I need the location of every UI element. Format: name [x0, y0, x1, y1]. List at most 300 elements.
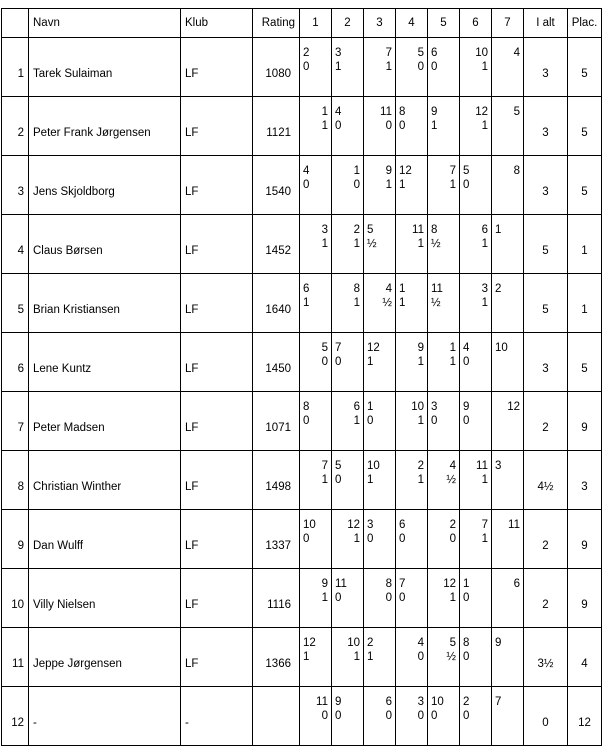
game-result: 1 — [417, 356, 424, 368]
table-row — [2, 451, 602, 510]
opponent-number: 9 — [417, 342, 424, 354]
game-cell — [396, 687, 428, 746]
player-rating: 1366 — [253, 628, 300, 687]
table-row — [2, 274, 602, 333]
opponent-number: 8 — [463, 637, 470, 649]
player-total: 2 — [524, 392, 568, 451]
opponent-number: 10 — [303, 519, 316, 531]
opponent-number: 12 — [399, 165, 412, 177]
game-result: 1 — [385, 61, 392, 73]
opponent-number: 11 — [431, 283, 443, 295]
game-result: 0 — [335, 356, 342, 368]
opponent-number: 6 — [399, 519, 406, 531]
game-cell — [460, 451, 492, 510]
opponent-number: 8 — [385, 578, 392, 590]
table-row — [2, 156, 602, 215]
game-cell — [332, 569, 364, 628]
opponent-number: 4 — [335, 106, 342, 118]
game-result: 1 — [321, 238, 328, 250]
game-cell — [396, 215, 428, 274]
game-cell — [332, 333, 364, 392]
opponent-number: 5 — [449, 637, 456, 649]
opponent-number: 9 — [335, 696, 342, 708]
game-cell — [364, 274, 396, 333]
header-round-3: 3 — [364, 9, 396, 38]
game-cell — [300, 333, 332, 392]
game-cell — [492, 451, 524, 510]
opponent-number: 4 — [449, 460, 456, 472]
table-row — [2, 569, 602, 628]
player-place: 1 — [568, 215, 602, 274]
player-club: LF — [181, 215, 253, 274]
game-cell — [460, 569, 492, 628]
player-name: Villy Nielsen — [29, 569, 181, 628]
game-result: 0 — [303, 533, 310, 545]
header-num — [2, 9, 29, 38]
player-club: LF — [181, 510, 253, 569]
header-round-2: 2 — [332, 9, 364, 38]
player-rating: 1452 — [253, 215, 300, 274]
table-row — [2, 215, 602, 274]
player-rating: 1450 — [253, 333, 300, 392]
player-number: 7 — [2, 392, 29, 451]
opponent-number: 11 — [380, 106, 392, 118]
game-cell — [364, 392, 396, 451]
header-name: Navn — [29, 9, 181, 38]
player-name: Tarek Sulaiman — [29, 38, 181, 97]
game-cell — [428, 274, 460, 333]
player-name: Claus Børsen — [29, 215, 181, 274]
player-number: 12 — [2, 687, 29, 746]
table-row — [2, 392, 602, 451]
game-cell — [332, 215, 364, 274]
opponent-number: 2 — [417, 460, 424, 472]
game-result: 0 — [463, 356, 470, 368]
player-total: 5 — [524, 274, 568, 333]
player-number: 3 — [2, 156, 29, 215]
game-result: 1 — [321, 120, 328, 132]
opponent-number: 6 — [353, 401, 360, 413]
game-result: ½ — [367, 238, 377, 250]
player-club: LF — [181, 156, 253, 215]
player-rating: 1121 — [253, 97, 300, 156]
opponent-number: 7 — [321, 460, 328, 472]
game-cell — [300, 97, 332, 156]
game-result: 1 — [321, 474, 328, 486]
game-result: 0 — [463, 592, 470, 604]
game-result: 0 — [385, 120, 392, 132]
opponent-number: 9 — [463, 401, 470, 413]
player-number: 4 — [2, 215, 29, 274]
game-cell — [332, 274, 364, 333]
table-row — [2, 687, 602, 746]
player-place: 4 — [568, 628, 602, 687]
game-cell — [492, 156, 524, 215]
game-cell — [300, 274, 332, 333]
header-round-5: 5 — [428, 9, 460, 38]
player-name: Lene Kuntz — [29, 333, 181, 392]
game-result: 0 — [303, 179, 310, 191]
opponent-number: 1 — [495, 224, 502, 236]
opponent-number: 10 — [367, 460, 380, 472]
opponent-number: 3 — [495, 460, 502, 472]
game-cell — [300, 392, 332, 451]
game-result: 1 — [417, 415, 424, 427]
opponent-number: 12 — [507, 401, 520, 413]
game-result: 0 — [321, 710, 328, 722]
player-total: 3 — [524, 97, 568, 156]
opponent-number: 6 — [385, 696, 392, 708]
opponent-number: 2 — [303, 47, 310, 59]
game-cell — [428, 510, 460, 569]
player-total: 2 — [524, 569, 568, 628]
game-cell — [332, 38, 364, 97]
game-cell — [396, 569, 428, 628]
game-result: 1 — [303, 297, 310, 309]
game-result: 1 — [449, 592, 456, 604]
opponent-number: 2 — [449, 519, 456, 531]
game-result: 0 — [385, 710, 392, 722]
player-place: 5 — [568, 156, 602, 215]
player-name: Dan Wulff — [29, 510, 181, 569]
game-result: 1 — [321, 592, 328, 604]
player-number: 9 — [2, 510, 29, 569]
opponent-number: 1 — [399, 283, 406, 295]
game-result: 1 — [481, 474, 488, 486]
player-rating: 1116 — [253, 569, 300, 628]
player-rating: 1540 — [253, 156, 300, 215]
opponent-number: 8 — [399, 106, 406, 118]
opponent-number: 5 — [335, 460, 342, 472]
game-cell — [300, 451, 332, 510]
game-cell — [492, 510, 524, 569]
player-number: 2 — [2, 97, 29, 156]
header-round-4: 4 — [396, 9, 428, 38]
opponent-number: 10 — [431, 696, 444, 708]
game-cell — [428, 392, 460, 451]
opponent-number: 12 — [303, 637, 316, 649]
game-result: 1 — [353, 238, 360, 250]
player-total: 5 — [524, 215, 568, 274]
game-result: 0 — [399, 592, 406, 604]
game-cell — [460, 38, 492, 97]
game-result: ½ — [431, 297, 441, 309]
game-cell — [396, 510, 428, 569]
opponent-number: 1 — [353, 165, 360, 177]
game-result: 1 — [481, 120, 488, 132]
opponent-number: 5 — [417, 47, 424, 59]
game-result: 1 — [399, 297, 406, 309]
game-cell — [332, 392, 364, 451]
game-result: 0 — [463, 179, 470, 191]
opponent-number: 3 — [417, 696, 424, 708]
opponent-number: 6 — [481, 224, 488, 236]
game-cell — [364, 97, 396, 156]
game-cell — [460, 333, 492, 392]
game-result: 1 — [303, 651, 310, 663]
opponent-number: 11 — [316, 696, 328, 708]
game-cell — [300, 569, 332, 628]
game-result: 0 — [399, 533, 406, 545]
game-cell — [492, 274, 524, 333]
player-place: 9 — [568, 510, 602, 569]
opponent-number: 12 — [443, 578, 456, 590]
opponent-number: 5 — [513, 106, 520, 118]
game-result: 1 — [367, 356, 374, 368]
opponent-number: 2 — [353, 224, 360, 236]
opponent-number: 3 — [321, 224, 328, 236]
game-cell — [460, 274, 492, 333]
game-result: 0 — [367, 533, 374, 545]
game-cell — [428, 569, 460, 628]
game-cell — [396, 628, 428, 687]
opponent-number: 8 — [431, 224, 438, 236]
player-number: 5 — [2, 274, 29, 333]
opponent-number: 12 — [347, 519, 360, 531]
player-rating — [253, 687, 300, 746]
opponent-number: 2 — [495, 283, 502, 295]
player-club: LF — [181, 628, 253, 687]
player-club: LF — [181, 392, 253, 451]
game-result: 0 — [353, 179, 360, 191]
player-total: 3 — [524, 156, 568, 215]
player-place: 5 — [568, 333, 602, 392]
player-name: Peter Frank Jørgensen — [29, 97, 181, 156]
game-cell — [460, 215, 492, 274]
opponent-number: 7 — [449, 165, 456, 177]
game-cell — [332, 687, 364, 746]
game-result: 1 — [449, 179, 456, 191]
game-result: 1 — [481, 238, 488, 250]
player-total: 0 — [524, 687, 568, 746]
game-cell — [300, 510, 332, 569]
game-cell — [364, 38, 396, 97]
game-cell — [460, 156, 492, 215]
game-result: 1 — [399, 179, 406, 191]
game-result: 0 — [335, 710, 342, 722]
game-cell — [300, 215, 332, 274]
opponent-number: 9 — [385, 165, 392, 177]
opponent-number: 10 — [347, 637, 360, 649]
opponent-number: 6 — [303, 283, 310, 295]
game-cell — [492, 569, 524, 628]
player-club: LF — [181, 97, 253, 156]
player-place: 9 — [568, 392, 602, 451]
game-cell — [300, 156, 332, 215]
opponent-number: 4 — [513, 47, 520, 59]
game-result: 0 — [385, 592, 392, 604]
opponent-number: 5 — [321, 342, 328, 354]
game-cell — [332, 156, 364, 215]
game-result: 0 — [431, 710, 438, 722]
header-rating: Rating — [253, 9, 300, 38]
game-result: 1 — [353, 297, 360, 309]
game-result: 1 — [353, 533, 360, 545]
game-cell — [364, 333, 396, 392]
opponent-number: 1 — [367, 401, 374, 413]
game-cell — [460, 687, 492, 746]
game-result: 1 — [367, 474, 374, 486]
game-cell — [300, 628, 332, 687]
game-result: 0 — [463, 415, 470, 427]
opponent-number: 7 — [495, 696, 502, 708]
player-place: 1 — [568, 274, 602, 333]
game-result: 0 — [463, 651, 470, 663]
player-name: - — [29, 687, 181, 746]
opponent-number: 11 — [476, 460, 488, 472]
opponent-number: 4 — [385, 283, 392, 295]
opponent-number: 11 — [335, 578, 347, 590]
game-cell — [428, 97, 460, 156]
game-cell — [364, 628, 396, 687]
game-cell — [492, 97, 524, 156]
player-number: 11 — [2, 628, 29, 687]
game-cell — [300, 687, 332, 746]
game-cell — [332, 510, 364, 569]
opponent-number: 5 — [367, 224, 374, 236]
opponent-number: 2 — [367, 637, 374, 649]
game-result: 0 — [335, 592, 342, 604]
player-total: 3 — [524, 38, 568, 97]
opponent-number: 4 — [303, 165, 310, 177]
opponent-number: 1 — [321, 106, 328, 118]
player-name: Jens Skjoldborg — [29, 156, 181, 215]
opponent-number: 11 — [508, 519, 520, 531]
opponent-number: 3 — [431, 401, 438, 413]
opponent-number: 7 — [385, 47, 392, 59]
game-cell — [396, 97, 428, 156]
player-club: LF — [181, 451, 253, 510]
game-result: 1 — [385, 179, 392, 191]
opponent-number: 5 — [463, 165, 470, 177]
table-row — [2, 510, 602, 569]
game-cell — [492, 333, 524, 392]
game-result: 1 — [335, 61, 342, 73]
game-cell — [428, 687, 460, 746]
game-cell — [396, 392, 428, 451]
game-cell — [460, 510, 492, 569]
header-round-7: 7 — [492, 9, 524, 38]
player-place: 3 — [568, 451, 602, 510]
player-place: 5 — [568, 97, 602, 156]
opponent-number: 8 — [303, 401, 310, 413]
player-club: LF — [181, 569, 253, 628]
game-cell — [364, 451, 396, 510]
player-number: 1 — [2, 38, 29, 97]
game-result: 0 — [399, 120, 406, 132]
game-result: 0 — [417, 651, 424, 663]
game-cell — [492, 38, 524, 97]
table-row — [2, 628, 602, 687]
game-result: 0 — [335, 120, 342, 132]
player-total: 3½ — [524, 628, 568, 687]
game-cell — [396, 156, 428, 215]
game-cell — [332, 628, 364, 687]
opponent-number: 11 — [412, 224, 424, 236]
opponent-number: 7 — [399, 578, 406, 590]
game-result: 0 — [431, 61, 438, 73]
player-rating: 1640 — [253, 274, 300, 333]
game-cell — [428, 156, 460, 215]
table-row — [2, 333, 602, 392]
player-club: LF — [181, 38, 253, 97]
game-result: 0 — [303, 415, 310, 427]
player-number: 6 — [2, 333, 29, 392]
game-cell — [300, 38, 332, 97]
opponent-number: 3 — [481, 283, 488, 295]
game-result: 1 — [481, 61, 488, 73]
opponent-number: 12 — [475, 106, 488, 118]
player-rating: 1337 — [253, 510, 300, 569]
game-result: 1 — [431, 120, 438, 132]
game-cell — [364, 510, 396, 569]
player-name: Peter Madsen — [29, 392, 181, 451]
opponent-number: 9 — [321, 578, 328, 590]
game-cell — [460, 628, 492, 687]
game-cell — [332, 451, 364, 510]
opponent-number: 6 — [513, 578, 520, 590]
game-result: 0 — [303, 61, 310, 73]
table-row — [2, 38, 602, 97]
header-row — [2, 9, 602, 38]
game-cell — [428, 215, 460, 274]
game-cell — [492, 392, 524, 451]
header-club: Klub — [181, 9, 253, 38]
game-result: ½ — [446, 651, 456, 663]
game-result: 0 — [321, 356, 328, 368]
opponent-number: 8 — [513, 165, 520, 177]
game-result: 1 — [417, 238, 424, 250]
game-cell — [396, 274, 428, 333]
player-number: 8 — [2, 451, 29, 510]
game-result: 1 — [353, 651, 360, 663]
player-club: LF — [181, 333, 253, 392]
opponent-number: 10 — [411, 401, 424, 413]
player-place: 9 — [568, 569, 602, 628]
player-name: Christian Winther — [29, 451, 181, 510]
header-round-1: 1 — [300, 9, 332, 38]
game-result: 0 — [449, 533, 456, 545]
opponent-number: 9 — [431, 106, 438, 118]
header-total: I alt — [524, 9, 568, 38]
game-cell — [428, 451, 460, 510]
game-result: 0 — [335, 474, 342, 486]
game-cell — [492, 687, 524, 746]
player-rating: 1080 — [253, 38, 300, 97]
game-result: 1 — [481, 297, 488, 309]
game-result: 1 — [353, 415, 360, 427]
opponent-number: 10 — [495, 342, 508, 354]
player-club: - — [181, 687, 253, 746]
opponent-number: 1 — [449, 342, 456, 354]
game-cell — [428, 38, 460, 97]
game-cell — [428, 333, 460, 392]
game-result: ½ — [446, 474, 456, 486]
game-cell — [364, 215, 396, 274]
player-name: Brian Kristiansen — [29, 274, 181, 333]
opponent-number: 8 — [353, 283, 360, 295]
opponent-number: 7 — [335, 342, 342, 354]
opponent-number: 12 — [367, 342, 380, 354]
crosstable — [1, 8, 602, 746]
opponent-number: 4 — [417, 637, 424, 649]
player-total: 2 — [524, 510, 568, 569]
header-place: Plac. — [568, 9, 602, 38]
game-cell — [396, 451, 428, 510]
player-club: LF — [181, 274, 253, 333]
player-number: 10 — [2, 569, 29, 628]
game-result: 0 — [463, 710, 470, 722]
